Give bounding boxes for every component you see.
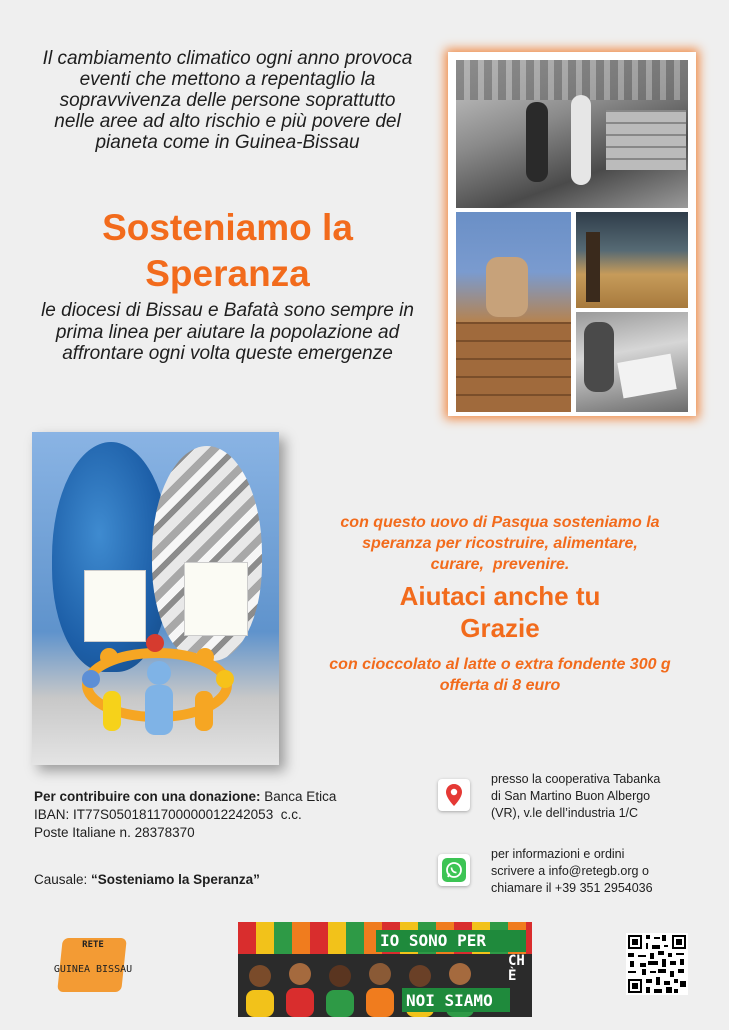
- egg-card-right: [184, 562, 248, 636]
- donation-postal: Poste Italiane n. 28378370: [34, 825, 195, 840]
- map-pin-icon: [438, 779, 470, 811]
- headline-line-1: Sosteniamo la: [102, 207, 353, 248]
- cta-text: Aiutaci anche tu: [399, 581, 601, 611]
- offer-text: [290, 512, 710, 575]
- intro-text: Il cambiamento climatico ogni anno provoca eventi che mettono a repentaglio la sopravvivenza delle persone soprattutto nelle aree ad alto rischio e più povere del pianeta come in Guinea-Bissau: [42, 48, 413, 153]
- rete-guinea-bissau-logo: [38, 930, 148, 1000]
- donation-label: Per contribuire con una donazione:: [34, 789, 261, 804]
- paper-people-circle: [67, 627, 247, 737]
- offer-line-3: curare, prevenire.: [430, 556, 570, 573]
- donation-info: [34, 788, 354, 842]
- info-line-2[interactable]: scrivere a info@retegb.org o: [491, 864, 649, 878]
- causale: [34, 872, 354, 887]
- contact-info: [491, 846, 711, 897]
- product-details: [290, 654, 710, 696]
- banner-line-3: NOI SIAMO: [406, 991, 493, 1010]
- banner-line-1: IO SONO PER: [380, 931, 486, 950]
- offer-line-5: offerta di 8 euro: [439, 677, 561, 694]
- call-to-action: [290, 580, 710, 644]
- thanks-text: Grazie: [460, 613, 540, 643]
- photo-planning-meeting: [576, 312, 688, 412]
- headline: [40, 205, 415, 297]
- location-line-1: presso la cooperativa Tabanka: [491, 772, 661, 786]
- photo-brick-worker: [456, 212, 571, 412]
- offer-line-2: speranza per ricostruire, alimentare,: [362, 535, 638, 552]
- causale-label: Causale:: [34, 872, 92, 887]
- qr-code[interactable]: [626, 933, 688, 995]
- headline-line-2: Speranza: [145, 253, 310, 294]
- sub-text: le diocesi di Bissau e Bafatà sono sempre in prima linea per aiutare la popolazione ad affrontare ogni volta queste emergenze: [41, 300, 414, 364]
- donation-iban: IBAN: IT77S0501811700000012242053 c.c.: [34, 807, 302, 822]
- photo-collage: [448, 52, 696, 416]
- whatsapp-icon: [438, 854, 470, 886]
- offer-line-4: con cioccolato al latte o extra fondente 300 g: [329, 656, 671, 673]
- location-info: [491, 771, 711, 822]
- info-line-1: per informazioni e ordini: [491, 847, 625, 861]
- location-line-2: di San Martino Buon Albergo: [491, 789, 651, 803]
- logo-top-text: RETE: [82, 940, 104, 950]
- donation-bank: Banca Etica: [260, 789, 337, 804]
- photo-construction-workers: [456, 60, 688, 208]
- location-line-3: (VR), v.le dell’industria 1/C: [491, 806, 639, 820]
- info-line-3[interactable]: chiamare il +39 351 2954036: [491, 881, 653, 895]
- banner-line-2: CHÈ: [508, 953, 525, 984]
- offer-line-1: con questo uovo di Pasqua sosteniamo la: [340, 514, 660, 531]
- io-sono-banner: [238, 922, 532, 1017]
- causale-value: “Sosteniamo la Speranza”: [91, 872, 260, 887]
- photo-thatch-workers: [576, 212, 688, 308]
- logo-bottom-text: GUINEA BISSAU: [53, 964, 133, 975]
- easter-egg-photo: [32, 432, 279, 765]
